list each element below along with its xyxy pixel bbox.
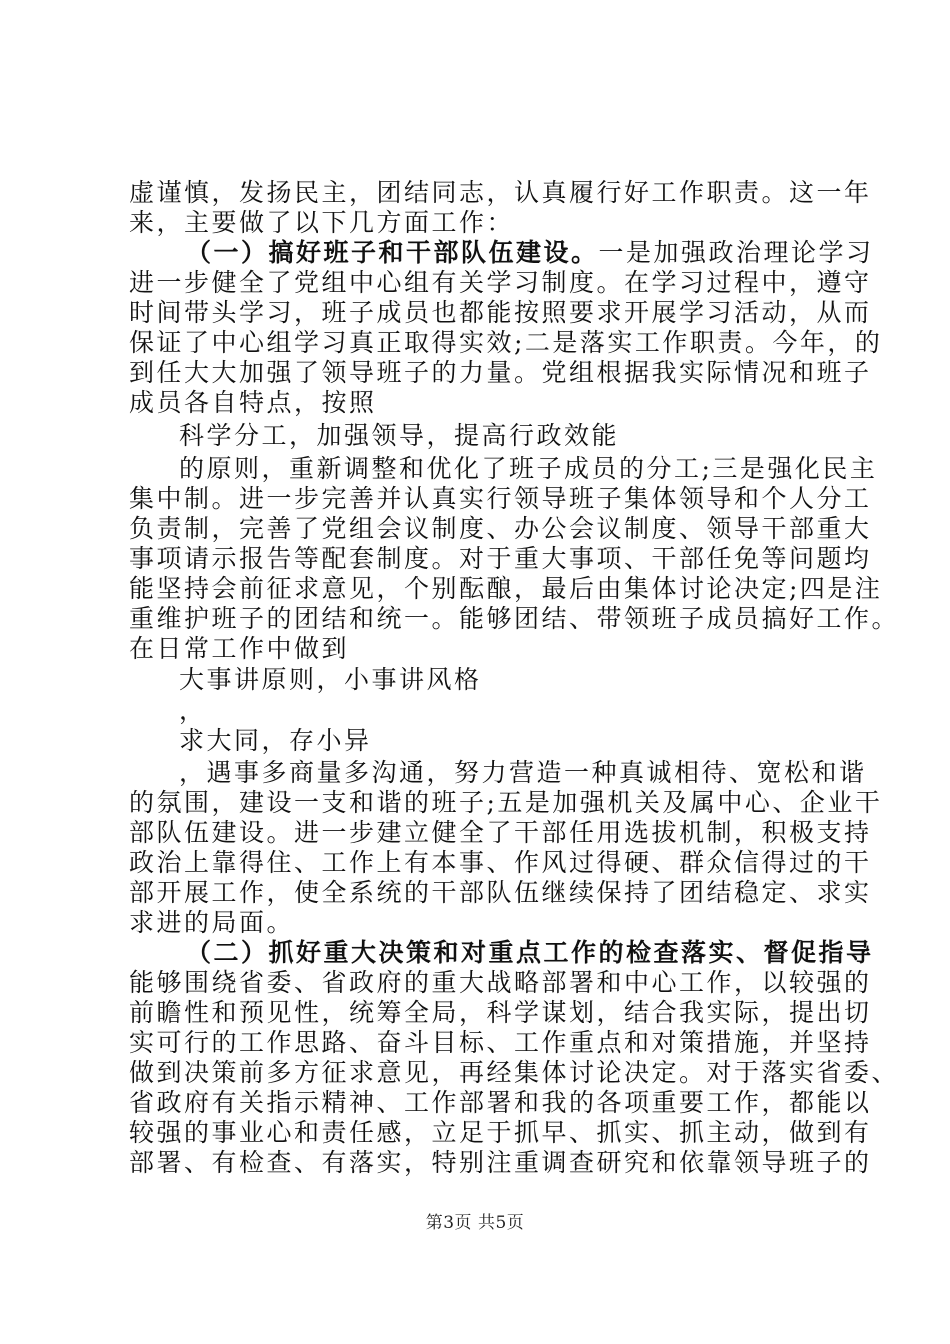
paragraph-line: 省政府有关指示精神、工作部署和我的各项重要工作，都能以 [129,1088,872,1117]
punctuation-line: ， [179,696,207,725]
paragraph-line: 前瞻性和预见性，统筹全局，科学谋划，结合我实际，提出切 [129,998,872,1027]
quoted-phrase-line: 科学分工，加强领导，提高行政效能 [179,421,620,450]
paragraph-line: 来，主要做了以下几方面工作： [129,208,515,237]
page-number-footer: 第3页 共5页 [425,1213,525,1233]
paragraph-line: 负责制，完善了党组会议制度、办公会议制度、领导干部重大 [129,514,872,543]
section-heading-line [186,238,874,268]
paragraph-line: 能坚持会前征求意见，个别酝酿，最后由集体讨论决定;四是注 [129,574,883,603]
paragraph-line: 成员各自特点，按照 [129,388,377,417]
paragraph-line: 部开展工作，使全系统的干部队伍继续保持了团结稳定、求实 [129,878,872,907]
paragraph-line: 集中制。进一步完善并认真实行领导班子集体领导和个人分工 [129,484,872,513]
paragraph-line: 政治上靠得住、工作上有本事、作风过得硬、群众信得过的干 [129,848,872,877]
paragraph-line: 在日常工作中做到 [129,634,350,663]
paragraph-line: ，遇事多商量多沟通，努力营造一种真诚相待、宽松和谐 [179,758,867,787]
paragraph-line: 求进的局面。 [129,908,295,937]
paragraph-line: 进一步健全了党组中心组有关学习制度。在学习过程中，遵守 [129,268,872,297]
paragraph-line: 的原则，重新调整和优化了班子成员的分工;三是强化民主 [179,454,878,483]
paragraph-line: 部署、有检查、有落实，特别注重调查研究和依靠领导班子的 [129,1148,872,1177]
paragraph-line: 做到决策前多方征求意见，再经集体讨论决定。对于落实省委、 [129,1058,900,1087]
section-heading-1: （一）搞好班子和干部队伍建设。 [186,238,599,267]
quoted-phrase-line: 大事讲原则，小事讲风格 [179,665,482,694]
paragraph-line: 重维护班子的团结和统一。能够团结、带领班子成员搞好工作。 [129,604,900,633]
paragraph-line: 时间带头学习，班子成员也都能按照要求开展学习活动，从而 [129,298,872,327]
paragraph-line: 部队伍建设。进一步建立健全了干部任用选拔机制，积极支持 [129,818,872,847]
paragraph-line: 能够围绕省委、省政府的重大战略部署和中心工作，以较强的 [129,968,872,997]
paragraph-line: 的氛围，建设一支和谐的班子;五是加强机关及属中心、企业干 [129,788,883,817]
paragraph-line: 保证了中心组学习真正取得实效;二是落实工作职责。今年，的 [129,328,883,357]
paragraph-text: 一是加强政治理论学习 [598,238,874,267]
paragraph-line: 到任大大加强了领导班子的力量。党组根据我实际情况和班子 [129,358,872,387]
paragraph-line: 虚谨慎，发扬民主，团结同志，认真履行好工作职责。这一年 [129,178,872,207]
paragraph-line: 较强的事业心和责任感，立足于抓早、抓实、抓主动，做到有 [129,1118,872,1147]
quoted-phrase-line: 求大同，存小异 [179,726,372,755]
section-heading-2: （二）抓好重大决策和对重点工作的检查落实、督促指导 [186,938,874,967]
paragraph-line: 实可行的工作思路、奋斗目标、工作重点和对策措施，并坚持 [129,1028,872,1057]
paragraph-line: 事项请示报告等配套制度。对于重大事项、干部任免等问题均 [129,544,872,573]
